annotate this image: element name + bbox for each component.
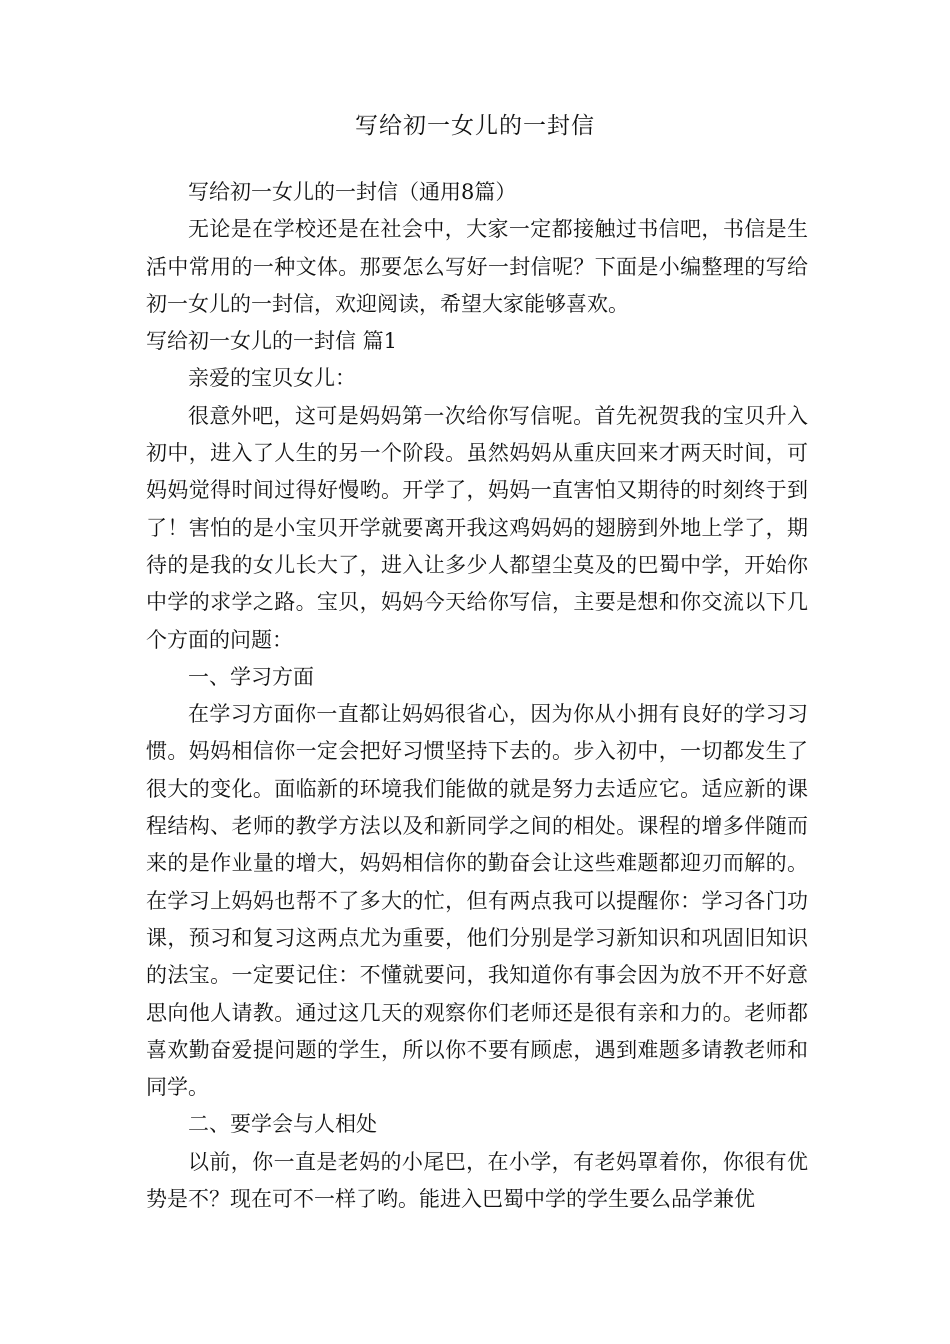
document-body xyxy=(146,174,808,1218)
subheading-relationships: 二、要学会与人相处 xyxy=(188,1112,377,1137)
document-title: 写给初一女儿的一封信 xyxy=(355,113,595,139)
section-heading: 写给初一女儿的一封信 篇1 xyxy=(146,329,398,354)
paragraph-subtitle: 写给初一女儿的一封信（通用8篇） xyxy=(188,180,517,204)
paragraph-intro: 无论是在学校还是在社会中，大家一定都接触过书信吧，书信是生活中常用的一种文体。那要怎么写好一封信呢？下面是小编整理的写给初一女儿的一封信，欢迎阅读，希望大家能够喜欢。 xyxy=(146,217,808,316)
paragraph-study: 在学习方面你一直都让妈妈很省心，因为你从小拥有良好的学习习惯。妈妈相信你一定会把好习惯坚持下去的。步入初中，一切都发生了很大的变化。面临新的环境我们能做的就是努力去适应它。适应新的课程结构、老师的教学方法以及和新同学之间的相处。课程的增多伴随而来的是作业量的增大，妈妈相信你的勤奋会让这些难题都迎刃而解的。在学习上妈妈也帮不了多大的忙，但有两点我可以提醒你：学习各门功课，预习和复习这两点尤为重要，他们分别是学习新知识和巩固旧知识的法宝。一定要记住：不懂就要问，我知道你有事会因为放不开不好意思向他人请教。通过这几天的观察你们老师还是很有亲和力的。老师都喜欢勤奋爱提问题的学生，所以你不要有顾虑，遇到难题多请教老师和同学。 xyxy=(146,702,808,1100)
paragraph-salutation: 亲爱的宝贝女儿： xyxy=(188,366,356,391)
paragraph-relationships: 以前，你一直是老妈的小尾巴，在小学，有老妈罩着你，你很有优势是不？现在可不一样了哟。能进入巴蜀中学的学生要么品学兼优 xyxy=(146,1149,808,1212)
paragraph-opening: 很意外吧，这可是妈妈第一次给你写信呢。首先祝贺我的宝贝升入初中，进入了人生的另一个阶段。虽然妈妈从重庆回来才两天时间，可妈妈觉得时间过得好慢哟。开学了，妈妈一直害怕又期待的时刻终于到了！害怕的是小宝贝开学就要离开我这鸡妈妈的翅膀到外地上学了，期待的是我的女儿长大了，进入让多少人都望尘莫及的巴蜀中学，开始你中学的求学之路。宝贝，妈妈今天给你写信，主要是想和你交流以下几个方面的问题： xyxy=(146,403,808,652)
subheading-study: 一、学习方面 xyxy=(188,664,314,689)
